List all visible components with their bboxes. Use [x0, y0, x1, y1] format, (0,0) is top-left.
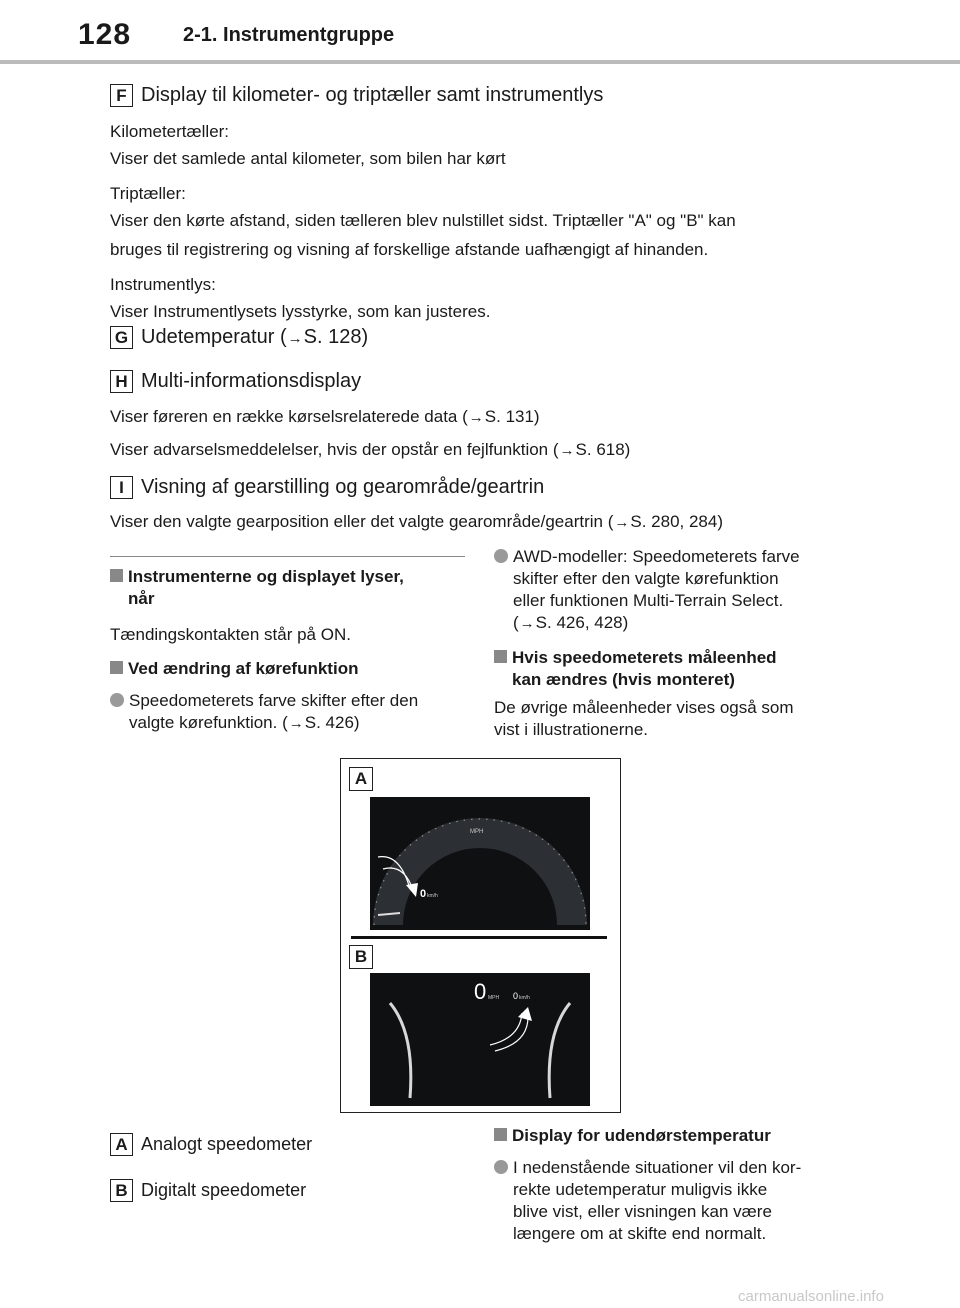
trip-label: Triptæller: [110, 184, 186, 203]
speedometer-figure [340, 758, 621, 1113]
arrow-icon: → [288, 715, 304, 732]
outside-temp-section [494, 1125, 864, 1245]
square-bullet-icon [110, 569, 123, 582]
left-column [110, 566, 470, 735]
square-bullet-icon [494, 650, 507, 663]
light-text: Viser Instrumentlysets lysstyrke, som kan justeres. [110, 302, 491, 321]
right-column [494, 546, 864, 741]
section-h-title: Multi-informationsdisplay [141, 370, 362, 392]
square-bullet-icon [494, 1128, 507, 1141]
light-label: Instrumentlys: [110, 275, 216, 294]
arrow-icon: → [468, 409, 484, 426]
subheading-drive-mode: Ved ændring af kørefunktion [110, 658, 470, 680]
section-h-line1: Viser føreren en række kørselsrelaterede data (→S. 131) [110, 407, 540, 426]
label-h: H [110, 370, 133, 393]
legend-a [110, 1133, 312, 1156]
section-g-heading [110, 326, 368, 349]
legend-b [110, 1179, 306, 1202]
section-title: 2-1. Instrumentgruppe [183, 24, 395, 46]
bullet-drive-mode: Speedometerets farve skifter efter den valgte kørefunktion. (→S. 426) [110, 690, 470, 735]
units-text: De øvrige måleenheder vises også som vist i illustrationerne. [494, 698, 794, 739]
section-f-title: Display til kilometer- og triptæller samt instrumentlys [141, 84, 604, 106]
analog-dial-graphic [370, 797, 590, 930]
round-bullet-icon [110, 693, 124, 707]
label-i: I [110, 476, 133, 499]
label-b: B [110, 1179, 133, 1202]
mph-unit-b: MPH [488, 995, 500, 1001]
arrow-icon: → [519, 615, 535, 632]
round-bullet-icon [494, 549, 508, 563]
label-g: G [110, 326, 133, 349]
section-i-body: Viser den valgte gearposition eller det valgte gearområde/geartrin (→S. 280, 284) [110, 512, 723, 531]
section-g-title-b: S. 128) [303, 326, 369, 348]
arrow-icon: → [614, 514, 630, 531]
bullet-outside-temp: I nedenstående situationer vil den kor- rekte udetemperatur muligvis ikke blive vist, eller visningen kan være længere om at skifte end normalt. [494, 1157, 864, 1245]
subheading-outside-temp: Display for udendørstemperatur [494, 1125, 864, 1147]
speed-value-a: 0 [420, 888, 427, 900]
section-h-heading [110, 370, 361, 393]
section-h-body [110, 403, 630, 464]
section-h-line2: Viser advarselsmeddelelser, hvis der opstår en fejlfunktion (→S. 618) [110, 440, 631, 459]
section-i-title: Visning af gearstilling og gearområde/geartrin [141, 476, 545, 498]
square-bullet-icon [110, 661, 123, 674]
trip-text-1: Viser den kørte afstand, siden tælleren blev nulstillet sidst. Triptæller "A" og "B" kan [110, 211, 736, 230]
speed-value-b2: 0 [513, 991, 519, 1001]
digital-speedometer-screen [370, 973, 590, 1106]
section-f-body [110, 118, 736, 325]
subheading-units: Hvis speedometerets måleenhed kan ændres (hvis monteret) [494, 647, 864, 691]
trip-text-2: bruges til registrering og visning af forskellige afstande uafhængigt af hinanden. [110, 240, 709, 259]
bullet-awd: AWD-modeller: Speedometerets farve skifter efter den valgte kørefunktion eller funktionen Multi-Terrain Select. (→S. 426, 428) [494, 546, 864, 635]
section-g-title-a: Udetemperatur ( [141, 326, 287, 348]
round-bullet-icon [494, 1160, 508, 1174]
figure-tag-b: B [349, 945, 373, 969]
figure-tag-a: A [349, 767, 373, 791]
mph-unit-a: MPH [470, 829, 484, 835]
section-f-heading [110, 84, 603, 107]
arrow-icon: → [559, 442, 575, 459]
kmh-unit-a: km/h [427, 893, 438, 899]
odometer-label: Kilometertæller: [110, 122, 230, 141]
section-i-heading [110, 476, 544, 499]
analog-speedometer-screen [370, 797, 590, 930]
digital-dial-graphic [370, 973, 590, 1106]
watermark-footer: carmanualsonline.info [738, 1288, 884, 1305]
subheading-lights: Instrumenterne og displayet lyser, når [110, 566, 470, 610]
arrow-icon: → [287, 330, 303, 347]
column-rule [110, 556, 465, 557]
legend-b-text: Digitalt speedometer [141, 1180, 307, 1200]
kmh-unit-b: km/h [519, 995, 530, 1001]
odometer-text: Viser det samlede antal kilometer, som bilen har kørt [110, 149, 506, 168]
label-f: F [110, 84, 133, 107]
page-number: 128 [78, 18, 132, 51]
speed-value-b: 0 [474, 979, 487, 1004]
ignition-text: Tændingskontakten står på ON. [110, 625, 351, 644]
figure-divider [351, 936, 607, 939]
legend-a-text: Analogt speedometer [141, 1134, 313, 1154]
header-rule [0, 60, 960, 64]
label-a: A [110, 1133, 133, 1156]
